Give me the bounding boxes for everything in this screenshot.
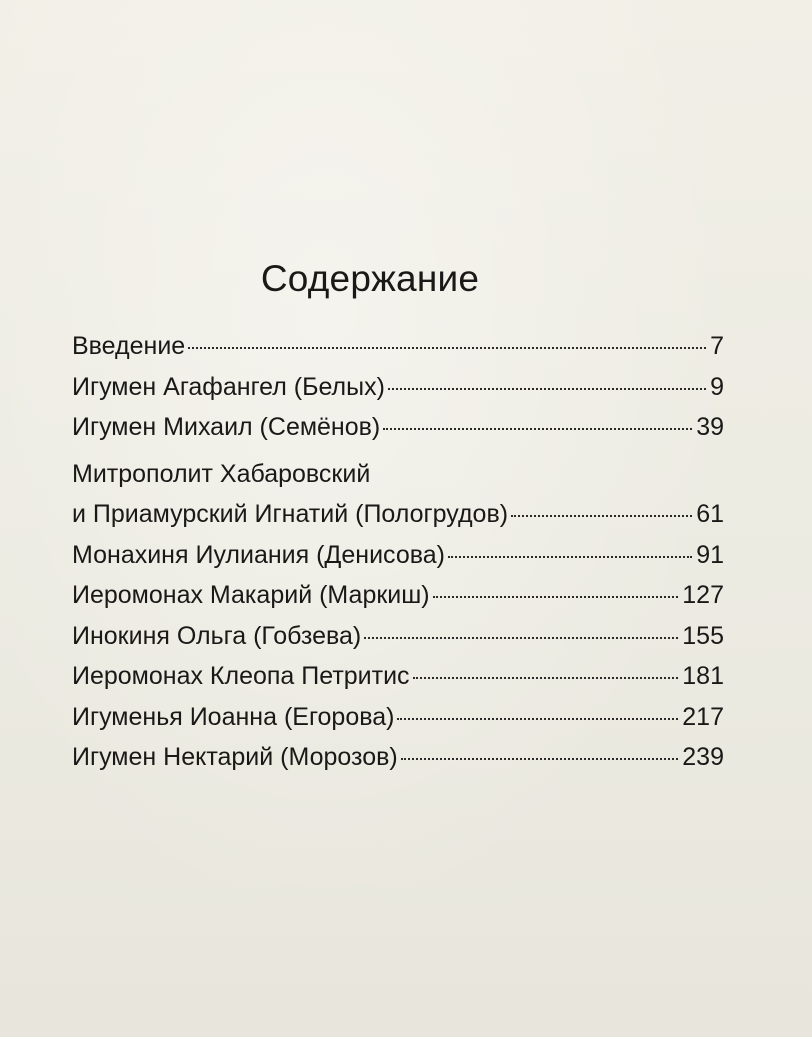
dot-leader: [383, 428, 692, 430]
toc-entry-label: Игуменья Иоанна (Егорова): [72, 702, 395, 731]
toc-entry-label: Иеромонах Макарий (Маркиш): [72, 581, 430, 609]
toc-entry: [72, 535, 724, 576]
dot-leader: [364, 637, 678, 639]
dot-leader: [397, 718, 678, 720]
toc-entry-label: Иеромонах Клеопа Петритис: [72, 662, 410, 690]
toc-entry-label: Введение: [72, 332, 186, 360]
toc-entry-page: 217: [682, 702, 724, 731]
toc-entry-label: Монахиня Иулиания (Денисова): [72, 540, 445, 569]
toc-entry-label: Игумен Нектарий (Морозов): [72, 743, 398, 771]
toc-entry-label: Игумен Михаил (Семёнов): [72, 413, 381, 441]
toc-entry: [72, 616, 724, 657]
toc-entry-label: Инокиня Ольга (Гобзева): [72, 621, 362, 650]
dot-leader: [388, 388, 706, 390]
toc-entry-page: 181: [682, 662, 724, 690]
toc-entry-page: 9: [710, 372, 724, 401]
toc-entry-page: 7: [710, 332, 724, 360]
toc-entry-page: 61: [696, 500, 724, 528]
table-of-contents: [72, 326, 724, 778]
toc-title: Содержание: [260, 258, 480, 299]
toc-entry-label-line1: Митрополит Хабаровский: [72, 459, 371, 488]
toc-entry: [72, 697, 724, 738]
toc-entry-label: Игумен Агафангел (Белых): [72, 372, 385, 401]
toc-entry: [72, 367, 724, 408]
toc-entry-page: 91: [696, 540, 724, 569]
dot-leader: [511, 515, 692, 517]
toc-entry: [72, 494, 724, 535]
toc-entry-page: 155: [682, 621, 724, 650]
toc-entry: [72, 326, 724, 367]
toc-entry: [72, 575, 724, 616]
toc-entry-label: и Приамурский Игнатий (Пологрудов): [72, 500, 509, 528]
toc-entry-page: 127: [682, 581, 724, 609]
toc-entry: [72, 407, 724, 448]
dot-leader: [413, 677, 679, 679]
toc-entry: [72, 656, 724, 697]
dot-leader: [433, 596, 679, 598]
toc-entry-page: 39: [696, 413, 724, 441]
dot-leader: [448, 556, 692, 558]
toc-entry-page: 239: [682, 743, 724, 771]
dot-leader: [188, 347, 706, 349]
dot-leader: [401, 758, 679, 760]
toc-entry: [72, 737, 724, 778]
